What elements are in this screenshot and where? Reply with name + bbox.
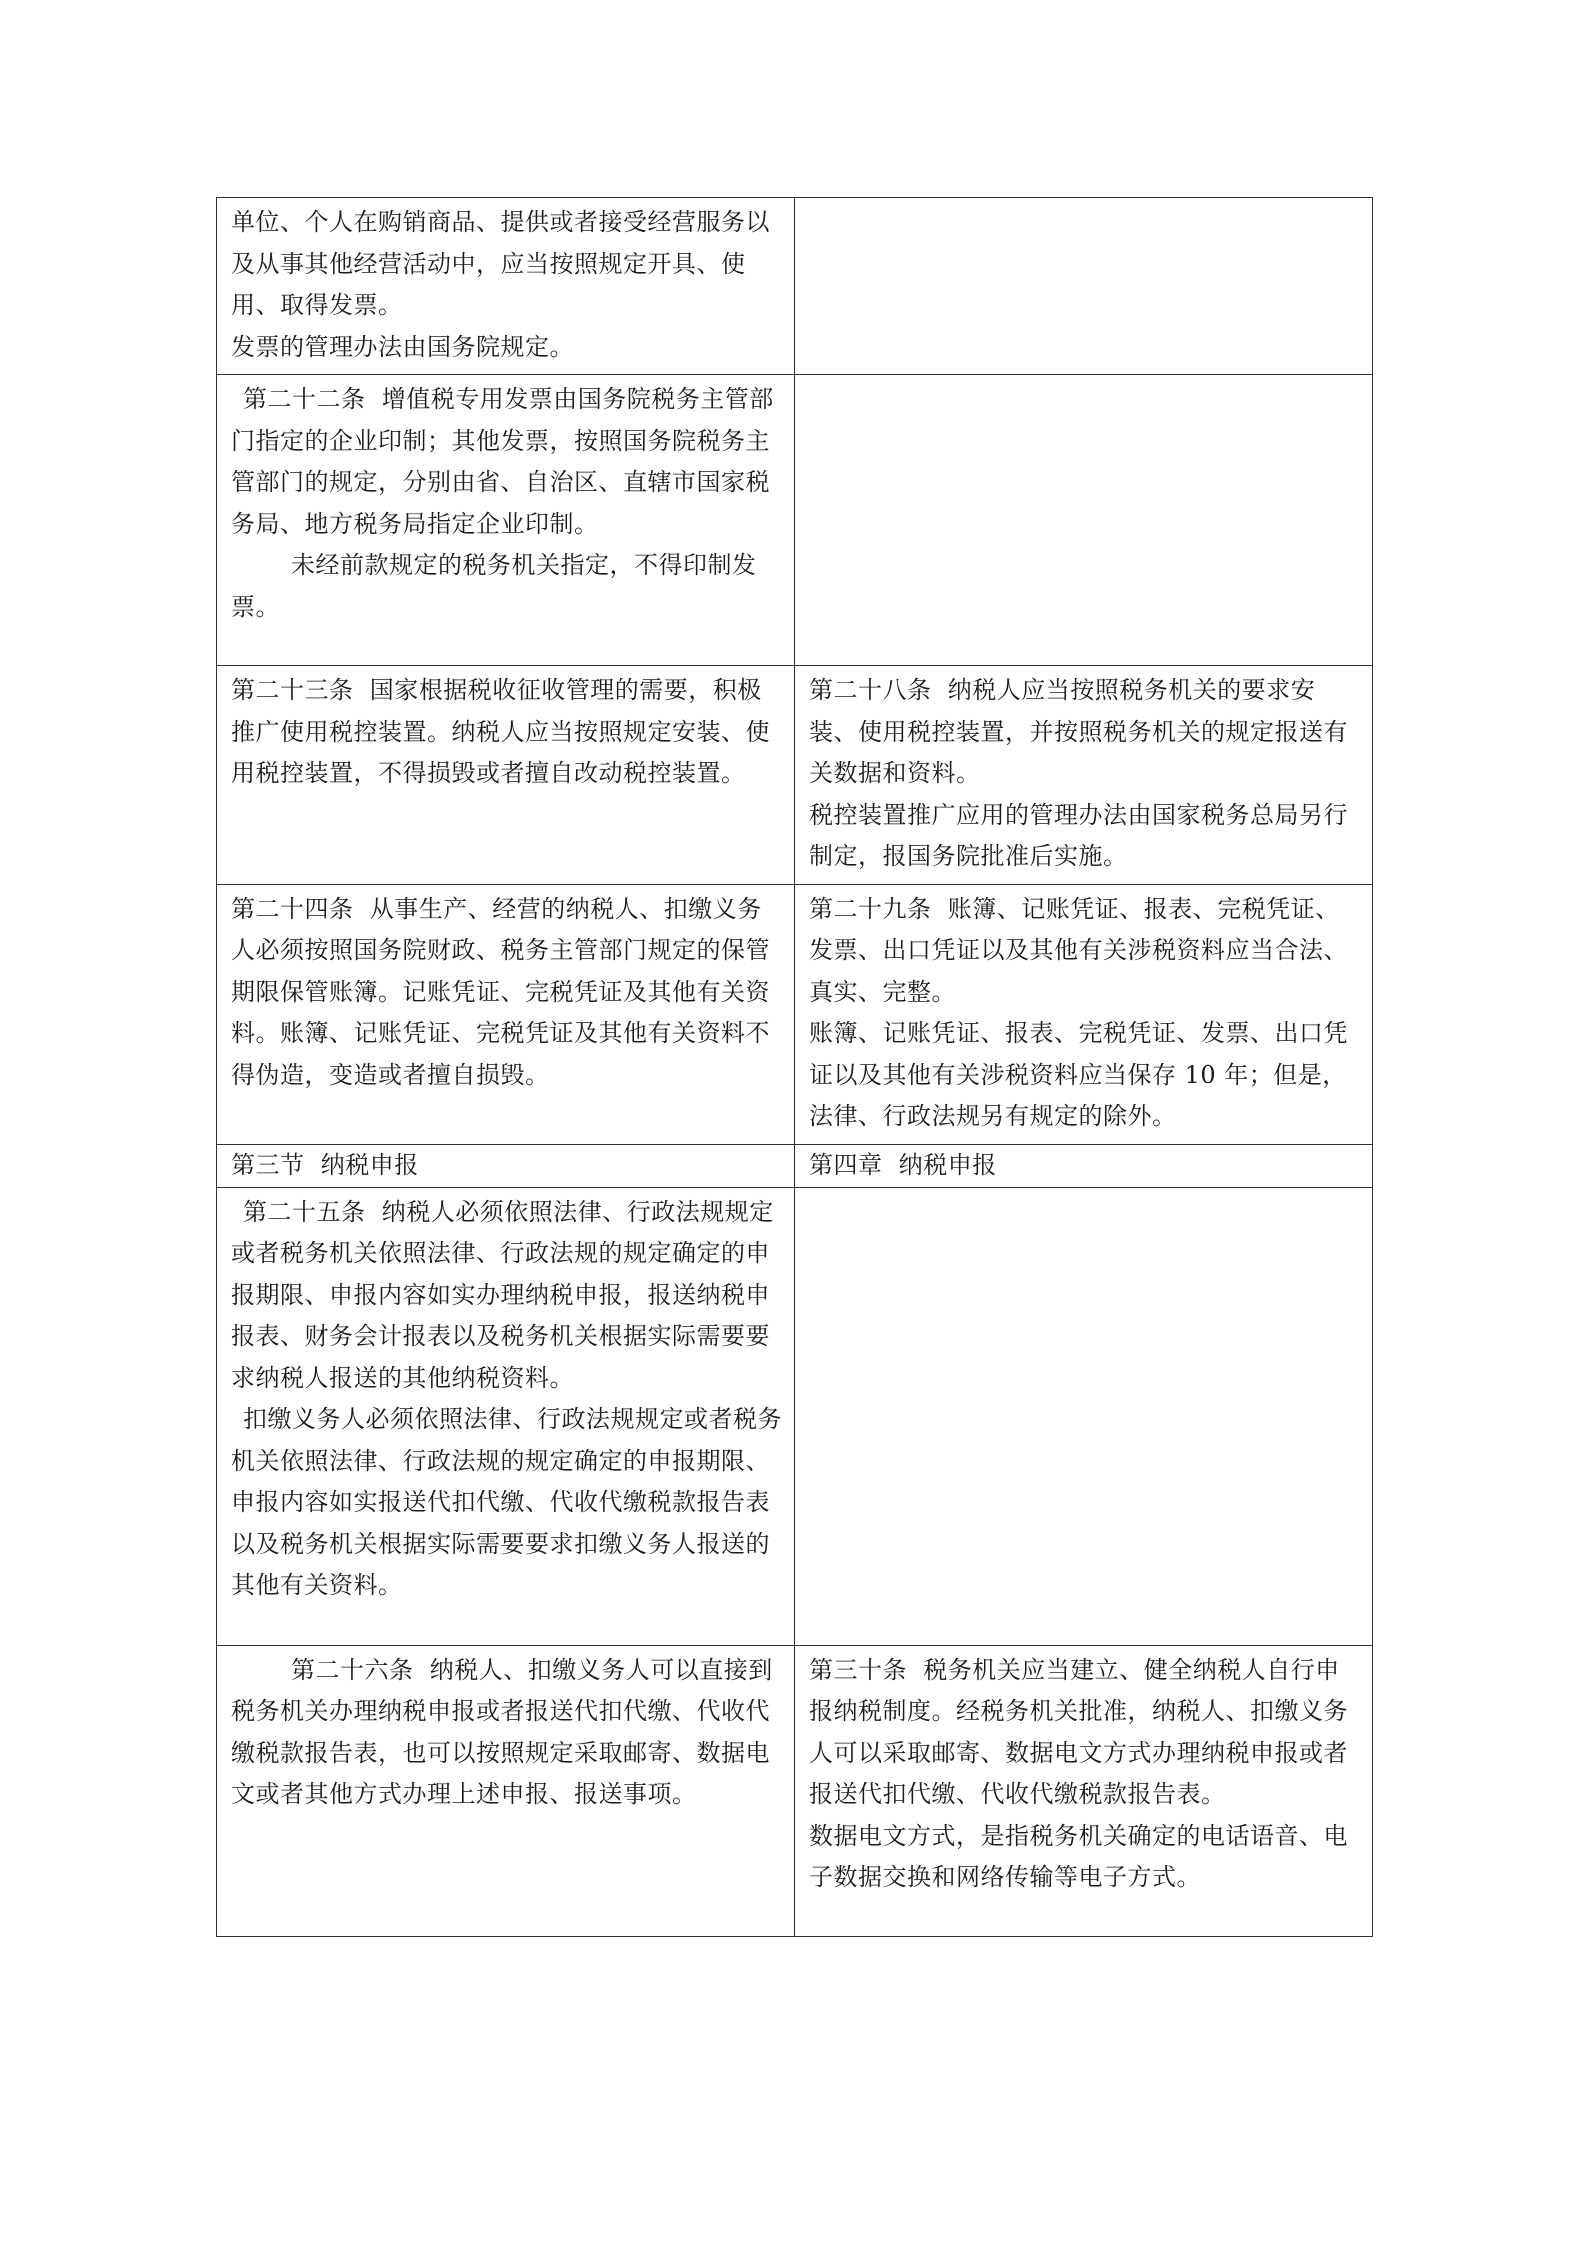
old-law-section-heading bbox=[217, 1144, 795, 1187]
regulation-comparison-table bbox=[216, 197, 1373, 1937]
table-row bbox=[217, 1187, 1373, 1645]
old-law-cell bbox=[217, 198, 795, 375]
new-rule-cell bbox=[795, 884, 1373, 1144]
new-rule-section-heading bbox=[795, 1144, 1373, 1187]
paragraph: 第三十条 税务机关应当建立、健全纳税人自行申报纳税制度。经税务机关批准，纳税人、扣缴义务人可以采取邮寄、数据电文方式办理纳税申报或者报送代扣代缴、代收代缴税款报告表。 bbox=[809, 1655, 1348, 1808]
paragraph: 第二十三条 国家根据税收征收管理的需要，积极推广使用税控装置。纳税人应当按照规定安装、使用税控装置，不得损毁或者擅自改动税控装置。 bbox=[231, 676, 770, 787]
paragraph: 第二十二条 增值税专用发票由国务院税务主管部门指定的企业印制；其他发票，按照国务院税务主管部门的规定，分别由省、自治区、直辖市国家税务局、地方税务局指定企业印制。 bbox=[231, 385, 774, 538]
table-row bbox=[217, 375, 1373, 666]
table-row bbox=[217, 1144, 1373, 1187]
section-heading: 第四章 纳税申报 bbox=[809, 1150, 997, 1179]
paragraph: 第二十九条 账簿、记账凭证、报表、完税凭证、发票、出口凭证以及其他有关涉税资料应当合法、真实、完整。 bbox=[809, 894, 1348, 1006]
paragraph: 数据电文方式，是指税务机关确定的电话语音、电子数据交换和网络传输等电子方式。 bbox=[809, 1821, 1348, 1891]
table-row bbox=[217, 884, 1373, 1144]
old-law-cell bbox=[217, 375, 795, 666]
new-rule-cell bbox=[795, 1645, 1373, 1936]
paragraph: 单位、个人在购销商品、提供或者接受经营服务以及从事其他经营活动中，应当按照规定开具、使用、取得发票。 bbox=[231, 208, 770, 319]
paragraph: 税控装置推广应用的管理办法由国家税务总局另行制定，报国务院批准后实施。 bbox=[809, 800, 1348, 870]
old-law-cell bbox=[217, 1645, 795, 1936]
old-law-cell bbox=[217, 666, 795, 885]
old-law-cell bbox=[217, 884, 795, 1144]
paragraph: 未经前款规定的税务机关指定，不得印制发票。 bbox=[231, 551, 757, 621]
table-row bbox=[217, 198, 1373, 375]
new-rule-cell bbox=[795, 375, 1373, 666]
table-row bbox=[217, 1645, 1373, 1936]
paragraph: 扣缴义务人必须依照法律、行政法规规定或者税务机关依照法律、行政法规的规定确定的申报期限、申报内容如实报送代扣代缴、代收代缴税款报告表以及税务机关根据实际需要要求扣缴义务人报送的其他有关资料。 bbox=[231, 1405, 782, 1599]
old-law-cell bbox=[217, 1187, 795, 1645]
paragraph: 第二十四条 从事生产、经营的纳税人、扣缴义务人必须按照国务院财政、税务主管部门规定的保管期限保管账簿。记账凭证、完税凭证及其他有关资料。账簿、记账凭证、完税凭证及其他有关资料不得伪造，变造或者擅自损毁。 bbox=[231, 894, 770, 1089]
paragraph: 第二十五条 纳税人必须依照法律、行政法规规定或者税务机关依照法律、行政法规的规定确定的申报期限、申报内容如实办理纳税申报，报送纳税申报表、财务会计报表以及税务机关根据实际需要要求纳税人报送的其他纳税资料。 bbox=[231, 1197, 774, 1392]
table-row bbox=[217, 666, 1373, 885]
paragraph: 第二十八条 纳税人应当按照税务机关的要求安装、使用税控装置，并按照税务机关的规定报送有关数据和资料。 bbox=[809, 676, 1348, 787]
new-rule-cell bbox=[795, 666, 1373, 885]
new-rule-cell bbox=[795, 1187, 1373, 1645]
new-rule-cell bbox=[795, 198, 1373, 375]
section-heading: 第三节 纳税申报 bbox=[231, 1150, 419, 1179]
paragraph: 第二十六条 纳税人、扣缴义务人可以直接到税务机关办理纳税申报或者报送代扣代缴、代收代缴税款报告表，也可以按照规定采取邮寄、数据电文或者其他方式办理上述申报、报送事项。 bbox=[231, 1655, 773, 1808]
paragraph: 账簿、记账凭证、报表、完税凭证、发票、出口凭证以及其他有关涉税资料应当保存 10 年；但是，法律、行政法规另有规定的除外。 bbox=[809, 1019, 1348, 1130]
paragraph: 发票的管理办法由国务院规定。 bbox=[231, 332, 574, 361]
